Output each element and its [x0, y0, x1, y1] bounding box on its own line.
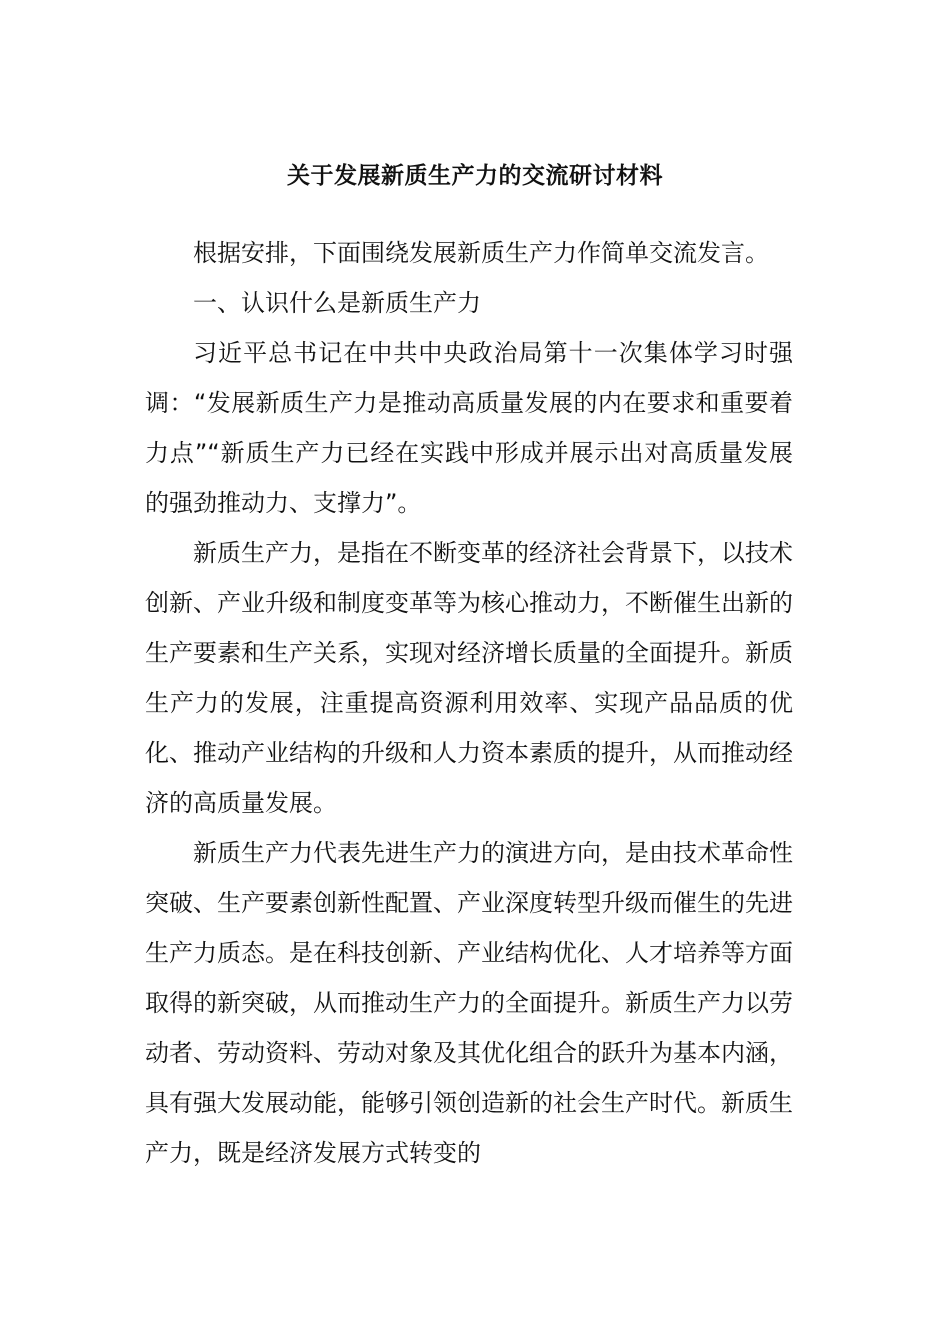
paragraph-intro: 根据安排，下面围绕发展新质生产力作简单交流发言。 [193, 239, 769, 267]
paragraph-quote: 习近平总书记在中共中央政治局第十一次集体学习时强调：“发展新质生产力是推动高质量发展的内在要求和重要着力点”“新质生产力已经在实践中形成并展示出对高质量发展的强劲推动力、支撑力”。 [145, 339, 793, 517]
document-body [145, 228, 793, 1178]
paragraph-definition: 新质生产力，是指在不断变革的经济社会背景下，以技术创新、产业升级和制度变革等为核心推动力，不断催生出新的生产要素和生产关系，实现对经济增长质量的全面提升。新质生产力的发展，注重提高资源利用效率、实现产品品质的优化、推动产业结构的升级和人力资本素质的提升，从而推动经济的高质量发展。 [145, 539, 793, 817]
document-title: 关于发展新质生产力的交流研讨材料 [287, 163, 663, 189]
section-heading: 一、认识什么是新质生产力 [193, 289, 481, 317]
paragraph-direction: 新质生产力代表先进生产力的演进方向，是由技术革命性突破、生产要素创新性配置、产业深度转型升级而催生的先进生产力质态。是在科技创新、产业结构优化、人才培养等方面取得的新突破，从而推动生产力的全面提升。新质生产力以劳动者、劳动资料、劳动对象及其优化组合的跃升为基本内涵，具有强大发展动能，能够引领创造新的社会生产时代。新质生产力，既是经济发展方式转变的 [145, 839, 793, 1167]
